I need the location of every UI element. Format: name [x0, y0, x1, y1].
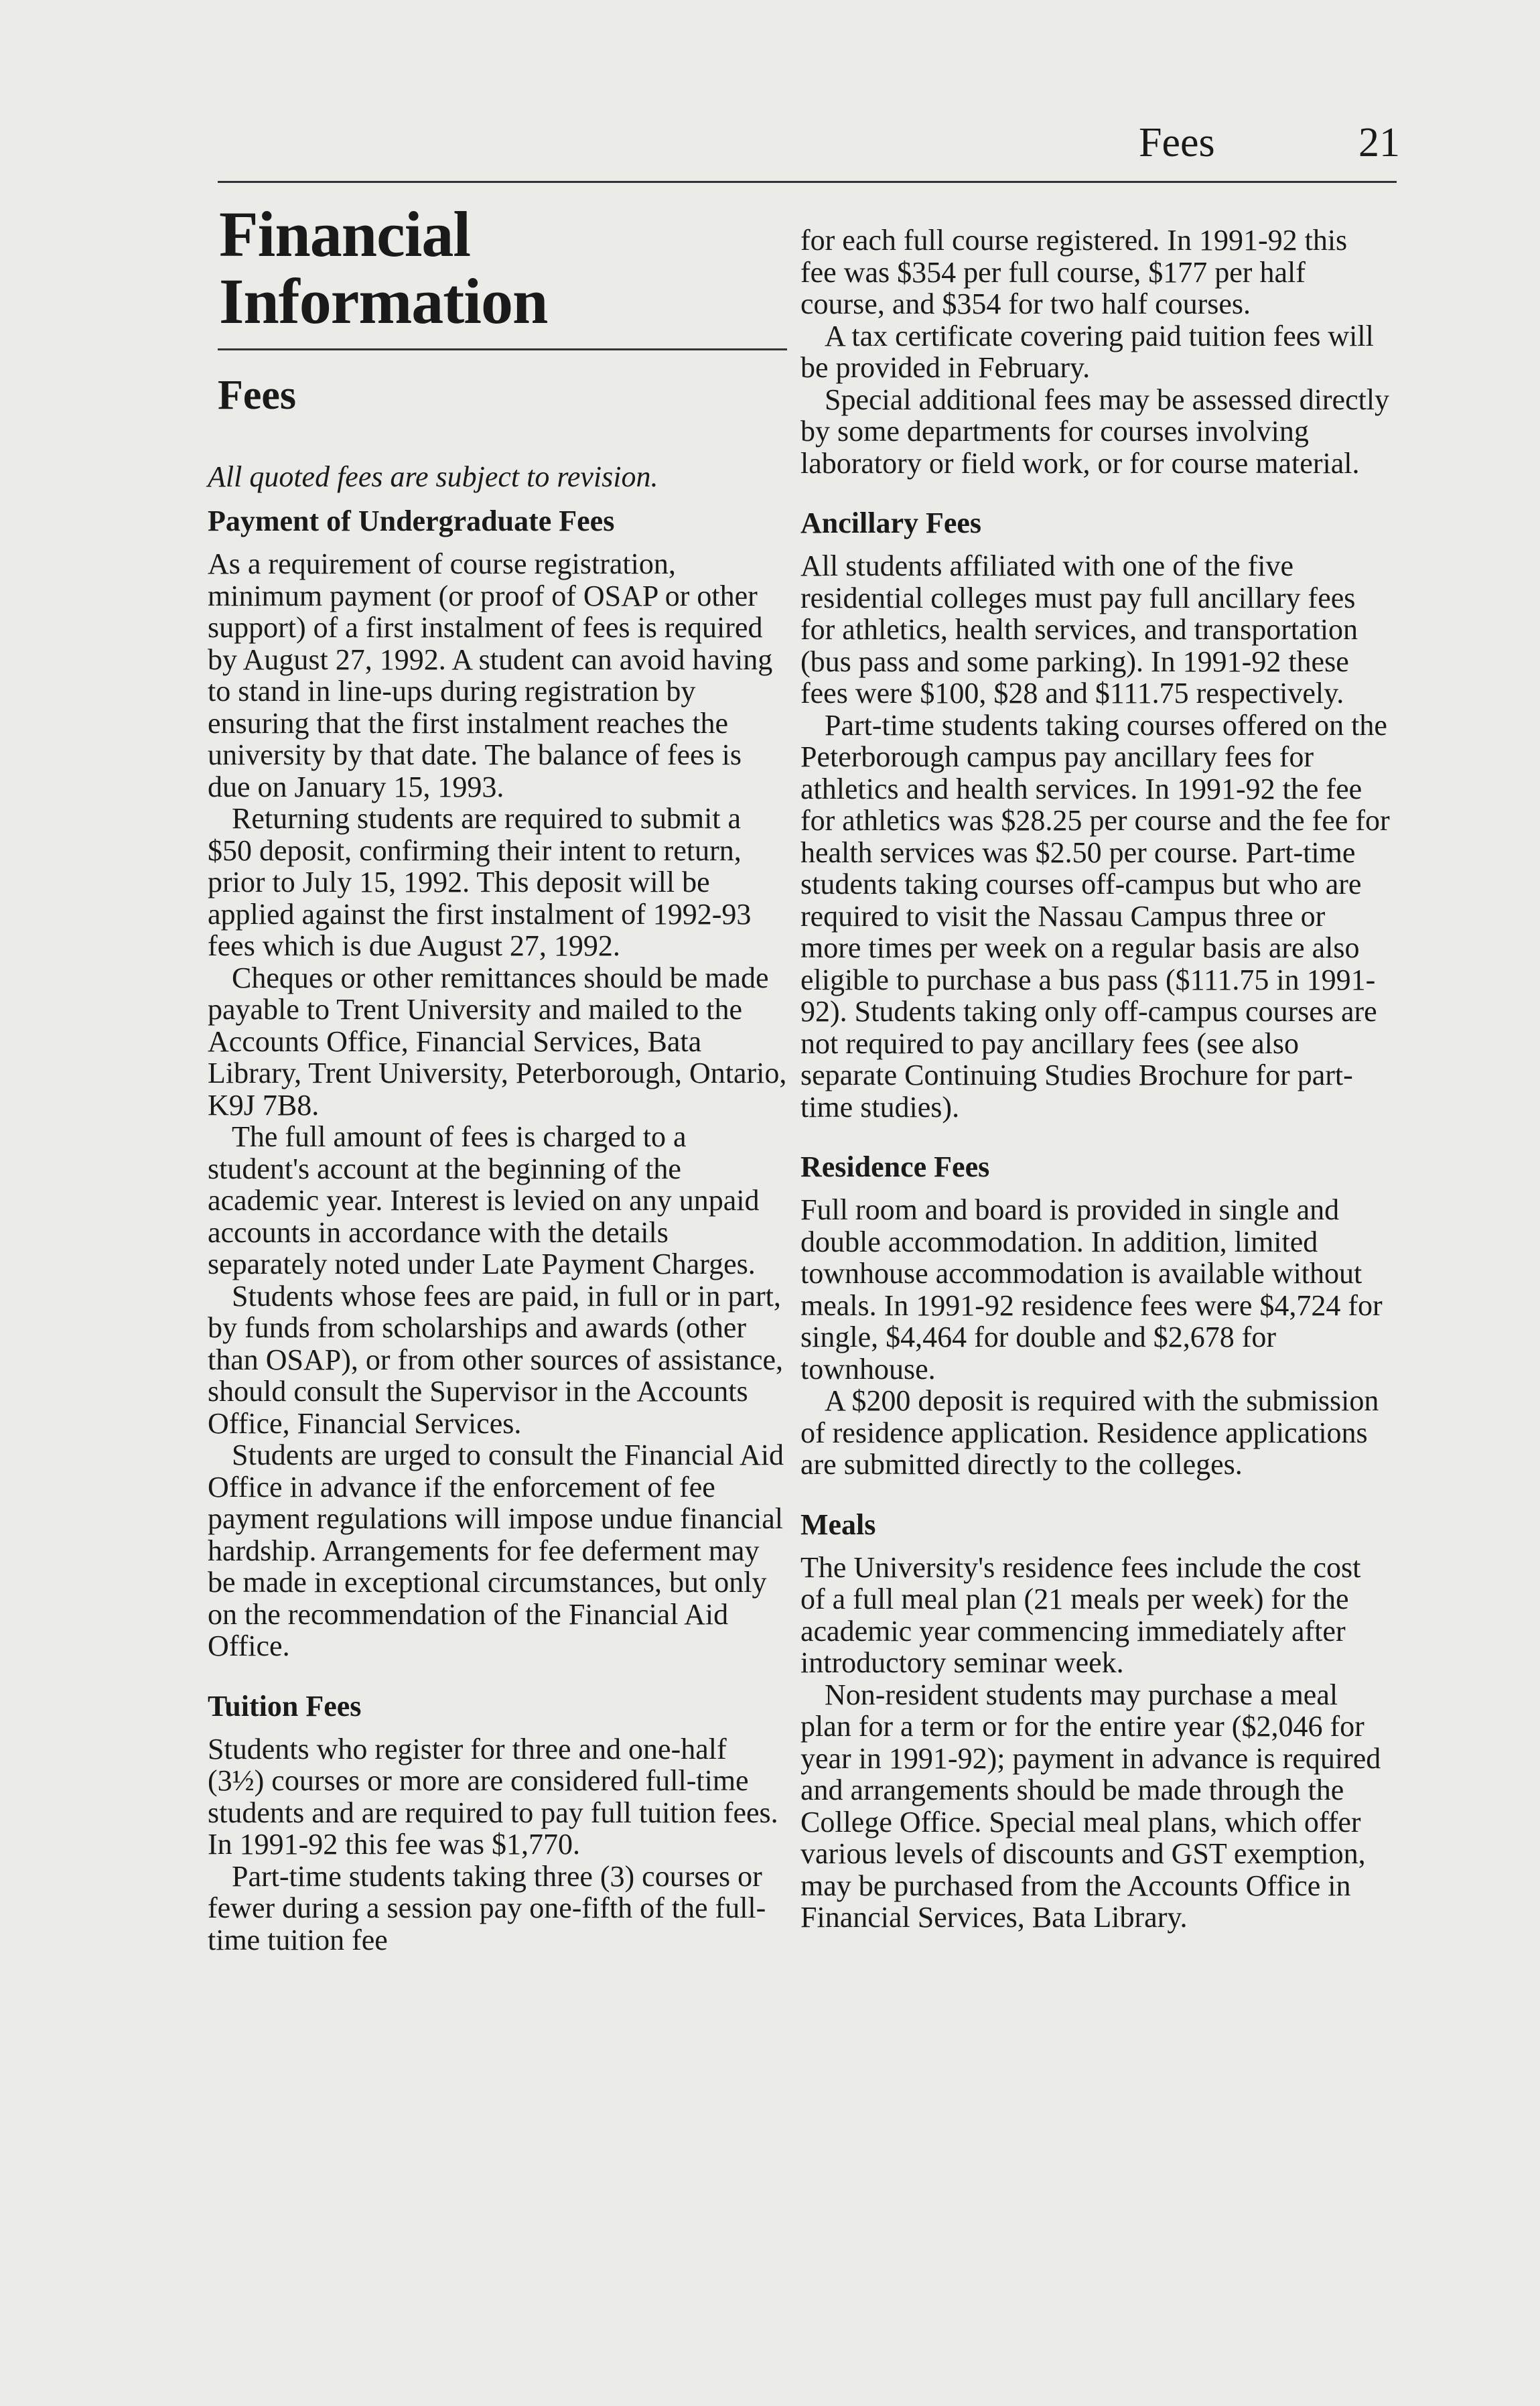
running-head	[1139, 119, 1400, 167]
paragraph: The full amount of fees is charged to a student's account at the beginning of the academic year. Interest is levied on any unpaid accounts in accordance with the details separately noted under Late Payment Charges.	[208, 1120, 760, 1280]
paragraph: Students are urged to consult the Financial Aid Office in advance if the enforcement of fee payment regulations will impose undue financial hardship. Arrangements for fee deferment may be made in exceptional circumstances, but only on the recommendation of the Financial Aid Office.	[208, 1439, 784, 1662]
ancillary-heading: Ancillary Fees	[800, 507, 982, 539]
paragraph: Part-time students taking courses offered on the Peterborough campus pay ancillary fees for athletics and health services. In 1991-92 the fee for athletics was $28.25 per course and the fee for health services was $2.50 per course. Part-time students taking courses off-campus but who are required to visit the Nassau Campus three or more times per week on a regular basis are also eligible to purchase a bus pass ($111.75 in 1991-92). Students taking only off-campus courses are not required to pay ancillary fees (see also separate Continuing Studies Brochure for part-time studies).	[800, 708, 1390, 1124]
paragraph: Part-time students taking three (3) courses or fewer during a session pay one-fifth of the full-time tuition fee	[208, 1859, 766, 1956]
running-head-section: Fees	[1139, 120, 1215, 165]
paragraph: for each full course registered. In 1991-92 this fee was $354 per full course, $177 per half course, and $354 for two half courses.	[800, 224, 1348, 320]
payment-heading: Payment of Undergraduate Fees	[208, 505, 615, 537]
meals-heading: Meals	[800, 1508, 876, 1541]
section-title: Fees	[218, 373, 297, 418]
paragraph: All students affiliated with one of the five residential colleges must pay full ancillary fees for athletics, health services, and transportation (bus pass and some parking). In 1991-92 these fees were $100, $28 and $111.75 respectively.	[800, 549, 1358, 710]
paragraph: Non-resident students may purchase a meal plan for a term or for the entire year ($2,046 for year in 1991-92); payment in advance is required and arrangements should be made through the College Office. Special meal plans, which offer various levels of discounts and GST exemption, may be purchased from the Accounts Office in Financial Services, Bata Library.	[800, 1678, 1381, 1934]
paragraph: Returning students are required to submit a $50 deposit, confirming their intent to return, prior to July 15, 1992. This deposit will be applied against the first instalment of 1992-93 fees which is due August 27, 1992.	[208, 802, 752, 962]
paragraph: The University's residence fees include the cost of a full meal plan (21 meals per week) for the academic year commencing immediately after introductory seminar week.	[800, 1550, 1361, 1679]
title-rule	[218, 348, 787, 350]
revision-note: All quoted fees are subject to revision.	[208, 460, 658, 493]
paragraph: Students who register for three and one-half (3½) courses or more are considered full-time students and are required to pay full tuition fees. In 1991-92 this fee was $1,770.	[208, 1732, 778, 1861]
page-number: 21	[1358, 120, 1400, 165]
header-rule	[218, 181, 1397, 183]
paragraph: As a requirement of course registration, minimum payment (or proof of OSAP or other support) of a first instalment of fees is required by August 27, 1992. A student can avoid having to stand in line-ups during registration by ensuring that the first instalment reaches the university by that date. The balance of fees is due on January 15, 1993.	[208, 547, 773, 803]
paragraph: A tax certificate covering paid tuition fees will be provided in February.	[800, 319, 1374, 384]
paragraph: Special additional fees may be assessed directly by some departments for courses involving laboratory or field work, or for course material.	[800, 383, 1390, 480]
paragraph: Full room and board is provided in single and double accommodation. In addition, limited townhouse accommodation is available without meals. In 1991-92 residence fees were $4,724 for single, $4,464 for double and $2,678 for townhouse.	[800, 1193, 1383, 1386]
paragraph: A $200 deposit is required with the submission of residence application. Residence applications are submitted directly to the colleges.	[800, 1384, 1379, 1481]
paragraph: Students whose fees are paid, in full or in part, by funds from scholarships and awards (other than OSAP), or from other sources of assistance, should consult the Supervisor in the Accounts Office, Financial Services.	[208, 1279, 784, 1440]
page-title: Financial Information	[219, 198, 548, 337]
tuition-heading: Tuition Fees	[208, 1689, 362, 1723]
right-column	[800, 224, 1390, 1934]
left-column	[191, 198, 787, 1956]
residence-heading: Residence Fees	[800, 1150, 990, 1183]
paragraph: Cheques or other remittances should be made payable to Trent University and mailed to the Accounts Office, Financial Services, Bata Library, Trent University, Peterborough, Ontario, K9J 7B8.	[208, 961, 787, 1122]
